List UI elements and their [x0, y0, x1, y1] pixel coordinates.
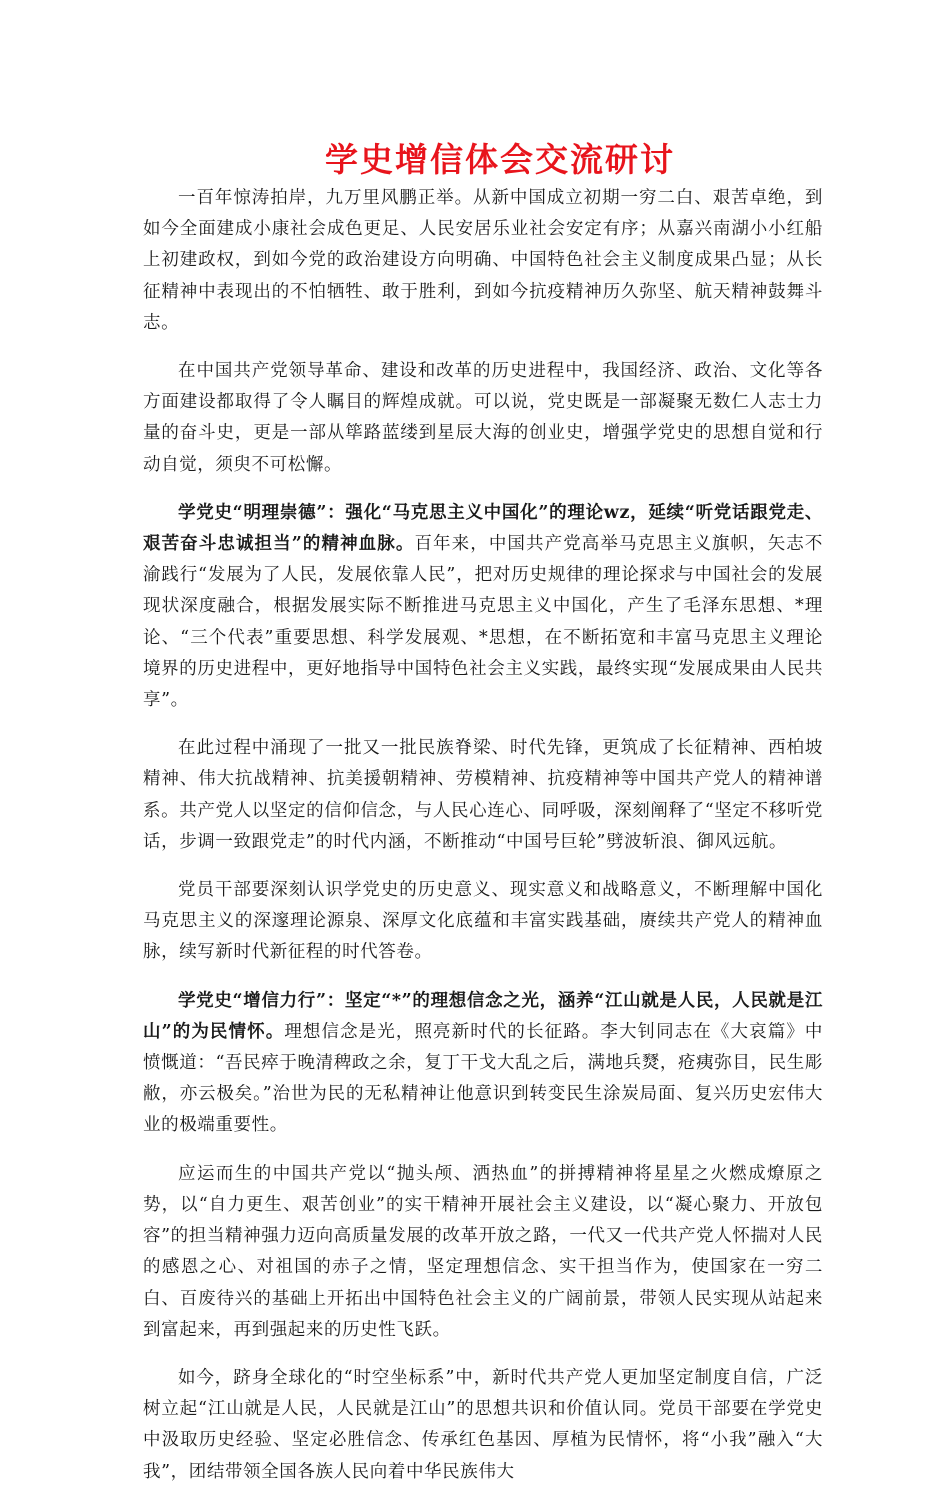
- paragraph-text: 在此过程中涌现了一批又一批民族脊梁、时代先锋，更筑成了长征精神、西柏坡精神、伟大抗战精神、抗美援朝精神、劳模精神、抗疫精神等中国共产党人的精神谱系。共产党人以坚定的信仰信念，与人民心连心、同呼吸，深刻阐释了“坚定不移听党话，步调一致跟党走”的时代内涵，不断推动“中国号巨轮”劈波斩浪、御风远航。: [143, 738, 823, 852]
- paragraph-text: 百年来，中国共产党高举马克思主义旗帜，矢志不渝践行“发展为了人民，发展依靠人民”，把对历史规律的理论探求与中国社会的发展现状深度融合，根据发展实际不断推进马克思主义中国化，产生了毛泽东思想、*理论、“三个代表”重要思想、科学发展观、*思想，在不断拓宽和丰富马克思主义理论境界的历史进程中，更好地指导中国特色社会主义实践，最终实现“发展成果由人民共享”。: [143, 534, 823, 711]
- paragraph-7: [143, 1159, 823, 1346]
- paragraph-5: [143, 875, 823, 969]
- document-body: [143, 183, 823, 1505]
- paragraph-text: 应运而生的中国共产党以“抛头颅、洒热血”的拼搏精神将星星之火燃成燎原之势，以“自力更生、艰苦创业”的实干精神开展社会主义建设，以“凝心聚力、开放包容”的担当精神强力迈向高质量发展的改革开放之路，一代又一代共产党人怀揣对人民的感恩之心、对祖国的赤子之情，坚定理想信念、实干担当作为，使国家在一穷二白、百废待兴的基础上开拓出中国特色社会主义的广阔前景，带领人民实现从站起来到富起来，再到强起来的历史性飞跃。: [143, 1163, 823, 1340]
- paragraph-text: 党员干部要深刻认识学党史的历史意义、现实意义和战略意义，不断理解中国化马克思主义的深邃理论源泉、深厚文化底蕴和丰富实践基础，赓续共产党人的精神血脉，续写新时代新征程的时代答卷。: [143, 880, 823, 963]
- paragraph-8: [143, 1363, 823, 1488]
- paragraph-lead: 学党史“明理崇德”：强化“马克思主义中国化”的理论wz，延续“听党话跟党走、艰苦奋斗忠诚担当”的精神血脉。: [143, 502, 823, 555]
- paragraph-1: [143, 183, 823, 339]
- page-title: 学史增信体会交流研讨: [325, 140, 675, 179]
- paragraph-6: [143, 986, 823, 1142]
- paragraph-4: [143, 733, 823, 858]
- paragraph-3: [143, 498, 823, 716]
- paragraph-text: 在中国共产党领导革命、建设和改革的历史进程中，我国经济、政治、文化等各方面建设都取得了令人瞩目的辉煌成就。可以说，党史既是一部凝聚无数仁人志士力量的奋斗史，更是一部从筚路蓝缕到星辰大海的创业史，增强学党史的思想自觉和行动自觉，须臾不可松懈。: [143, 361, 823, 475]
- paragraph-2: [143, 356, 823, 481]
- paragraph-text: 一百年惊涛拍岸，九万里风鹏正举。从新中国成立初期一穷二白、艰苦卓绝，到如今全面建成小康社会成色更足、人民安居乐业社会安定有序；从嘉兴南湖小小红船上初建政权，到如今党的政治建设方向明确、中国特色社会主义制度成果凸显；从长征精神中表现出的不怕牺牲、敢于胜利，到如今抗疫精神历久弥坚、航天精神鼓舞斗志。: [143, 188, 823, 333]
- paragraph-lead: 学党史“增信力行”：坚定“*”的理想信念之光，涵养“江山就是人民，人民就是江山”的为民情怀。: [143, 990, 823, 1042]
- paragraph-text: 理想信念是光，照亮新时代的长征路。李大钊同志在《大哀篇》中愤慨道：“吾民瘁于晚清稗政之余，复丁干戈大乱之后，满地兵燹，疮痍弥目，民生彫敝，亦云极矣。”治世为民的无私精神让他意识到转变民生涂炭局面、复兴历史宏伟大业的极端重要性。: [143, 1021, 823, 1136]
- paragraph-text: 如今，跻身全球化的“时空坐标系”中，新时代共产党人更加坚定制度自信，广泛树立起“江山就是人民，人民就是江山”的思想共识和价值认同。党员干部要在学党史中汲取历史经验、坚定必胜信念、传承红色基因、厚植为民情怀，将“小我”融入“大我”，团结带领全国各族人民向着中华民族伟大: [143, 1367, 823, 1482]
